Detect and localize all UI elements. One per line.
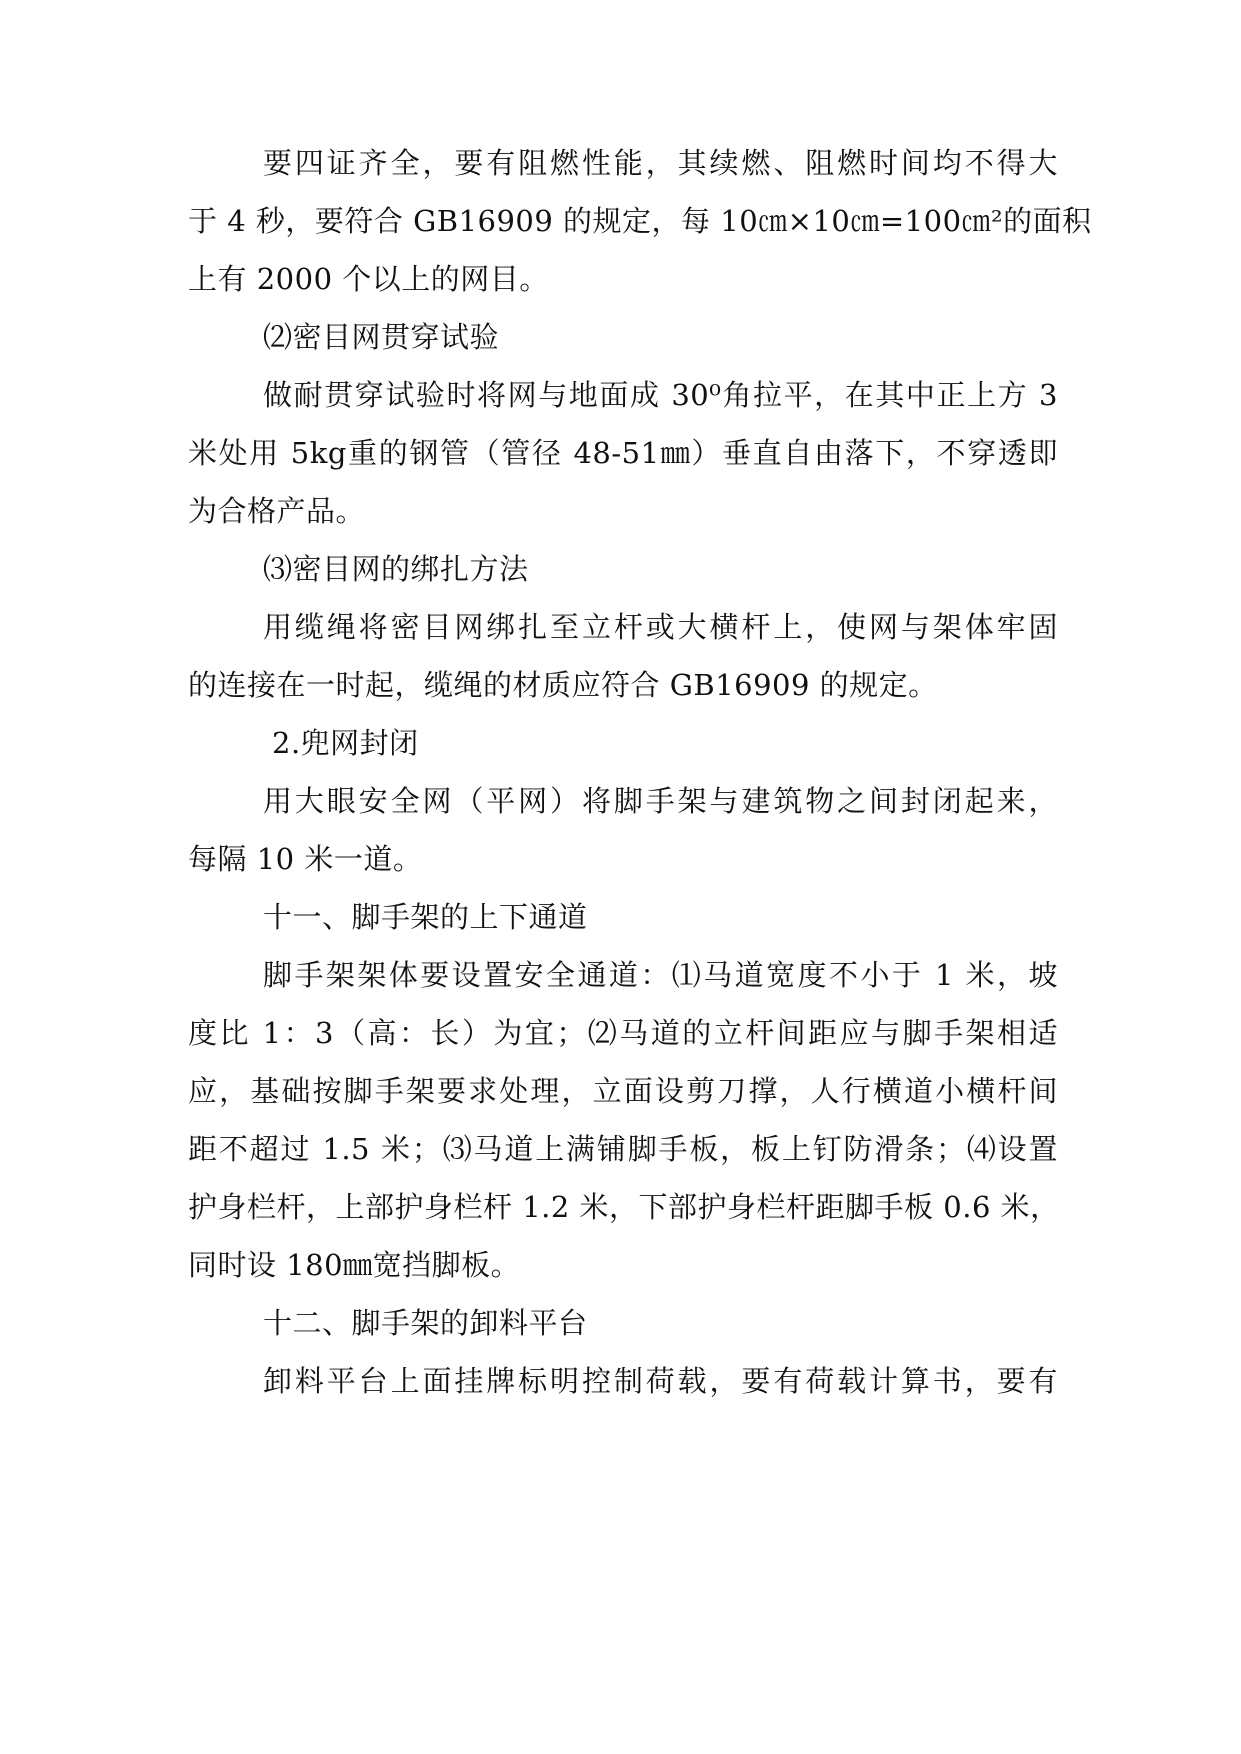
- paragraph-line: 应，基础按脚手架要求处理，立面设剪刀撑，人行横道小横杆间: [188, 1074, 1058, 1108]
- paragraph-line: 距不超过 1.5 米；⑶马道上满铺脚手板，板上钉防滑条；⑷设置: [188, 1132, 1058, 1166]
- paragraph-line: 度比 1：3（高：长）为宜；⑵马道的立杆间距应与脚手架相适: [188, 1016, 1058, 1050]
- subheading: 2.兜网封闭: [272, 726, 419, 760]
- paragraph-line: 米处用 5kg重的钢管（管径 48-51㎜）垂直自由落下，不穿透即: [188, 436, 1058, 470]
- paragraph-line: 用缆绳将密目网绑扎至立杆或大横杆上，使网与架体牢固: [263, 610, 1058, 644]
- paragraph-line: 用大眼安全网（平网）将脚手架与建筑物之间封闭起来，: [263, 784, 1058, 818]
- section-heading: 十一、脚手架的上下通道: [263, 900, 588, 934]
- paragraph-line: 每隔 10 米一道。: [188, 842, 423, 876]
- paragraph-line: 要四证齐全，要有阻燃性能，其续燃、阻燃时间均不得大: [263, 146, 1058, 180]
- paragraph-line: 脚手架架体要设置安全通道：⑴马道宽度不小于 1 米，坡: [263, 958, 1058, 992]
- section-heading: 十二、脚手架的卸料平台: [263, 1306, 588, 1340]
- paragraph-line: 上有 2000 个以上的网目。: [188, 262, 549, 296]
- paragraph-line: 护身栏杆，上部护身栏杆 1.2 米，下部护身栏杆距脚手板 0.6 米，: [188, 1190, 1060, 1224]
- subheading: ⑶密目网的绑扎方法: [263, 552, 529, 586]
- paragraph-line: 卸料平台上面挂牌标明控制荷载，要有荷载计算书，要有: [263, 1364, 1058, 1398]
- paragraph-line: 做耐贯穿试验时将网与地面成 30⁰角拉平，在其中正上方 3: [263, 378, 1058, 412]
- paragraph-line: 于 4 秒，要符合 GB16909 的规定，每 10㎝×10㎝=100㎝²的面积: [188, 204, 1092, 238]
- paragraph-line: 为合格产品。: [188, 494, 366, 528]
- subheading: ⑵密目网贯穿试验: [263, 320, 500, 354]
- paragraph-line: 的连接在一时起，缆绳的材质应符合 GB16909 的规定。: [188, 668, 938, 702]
- paragraph-line: 同时设 180㎜宽挡脚板。: [188, 1248, 521, 1282]
